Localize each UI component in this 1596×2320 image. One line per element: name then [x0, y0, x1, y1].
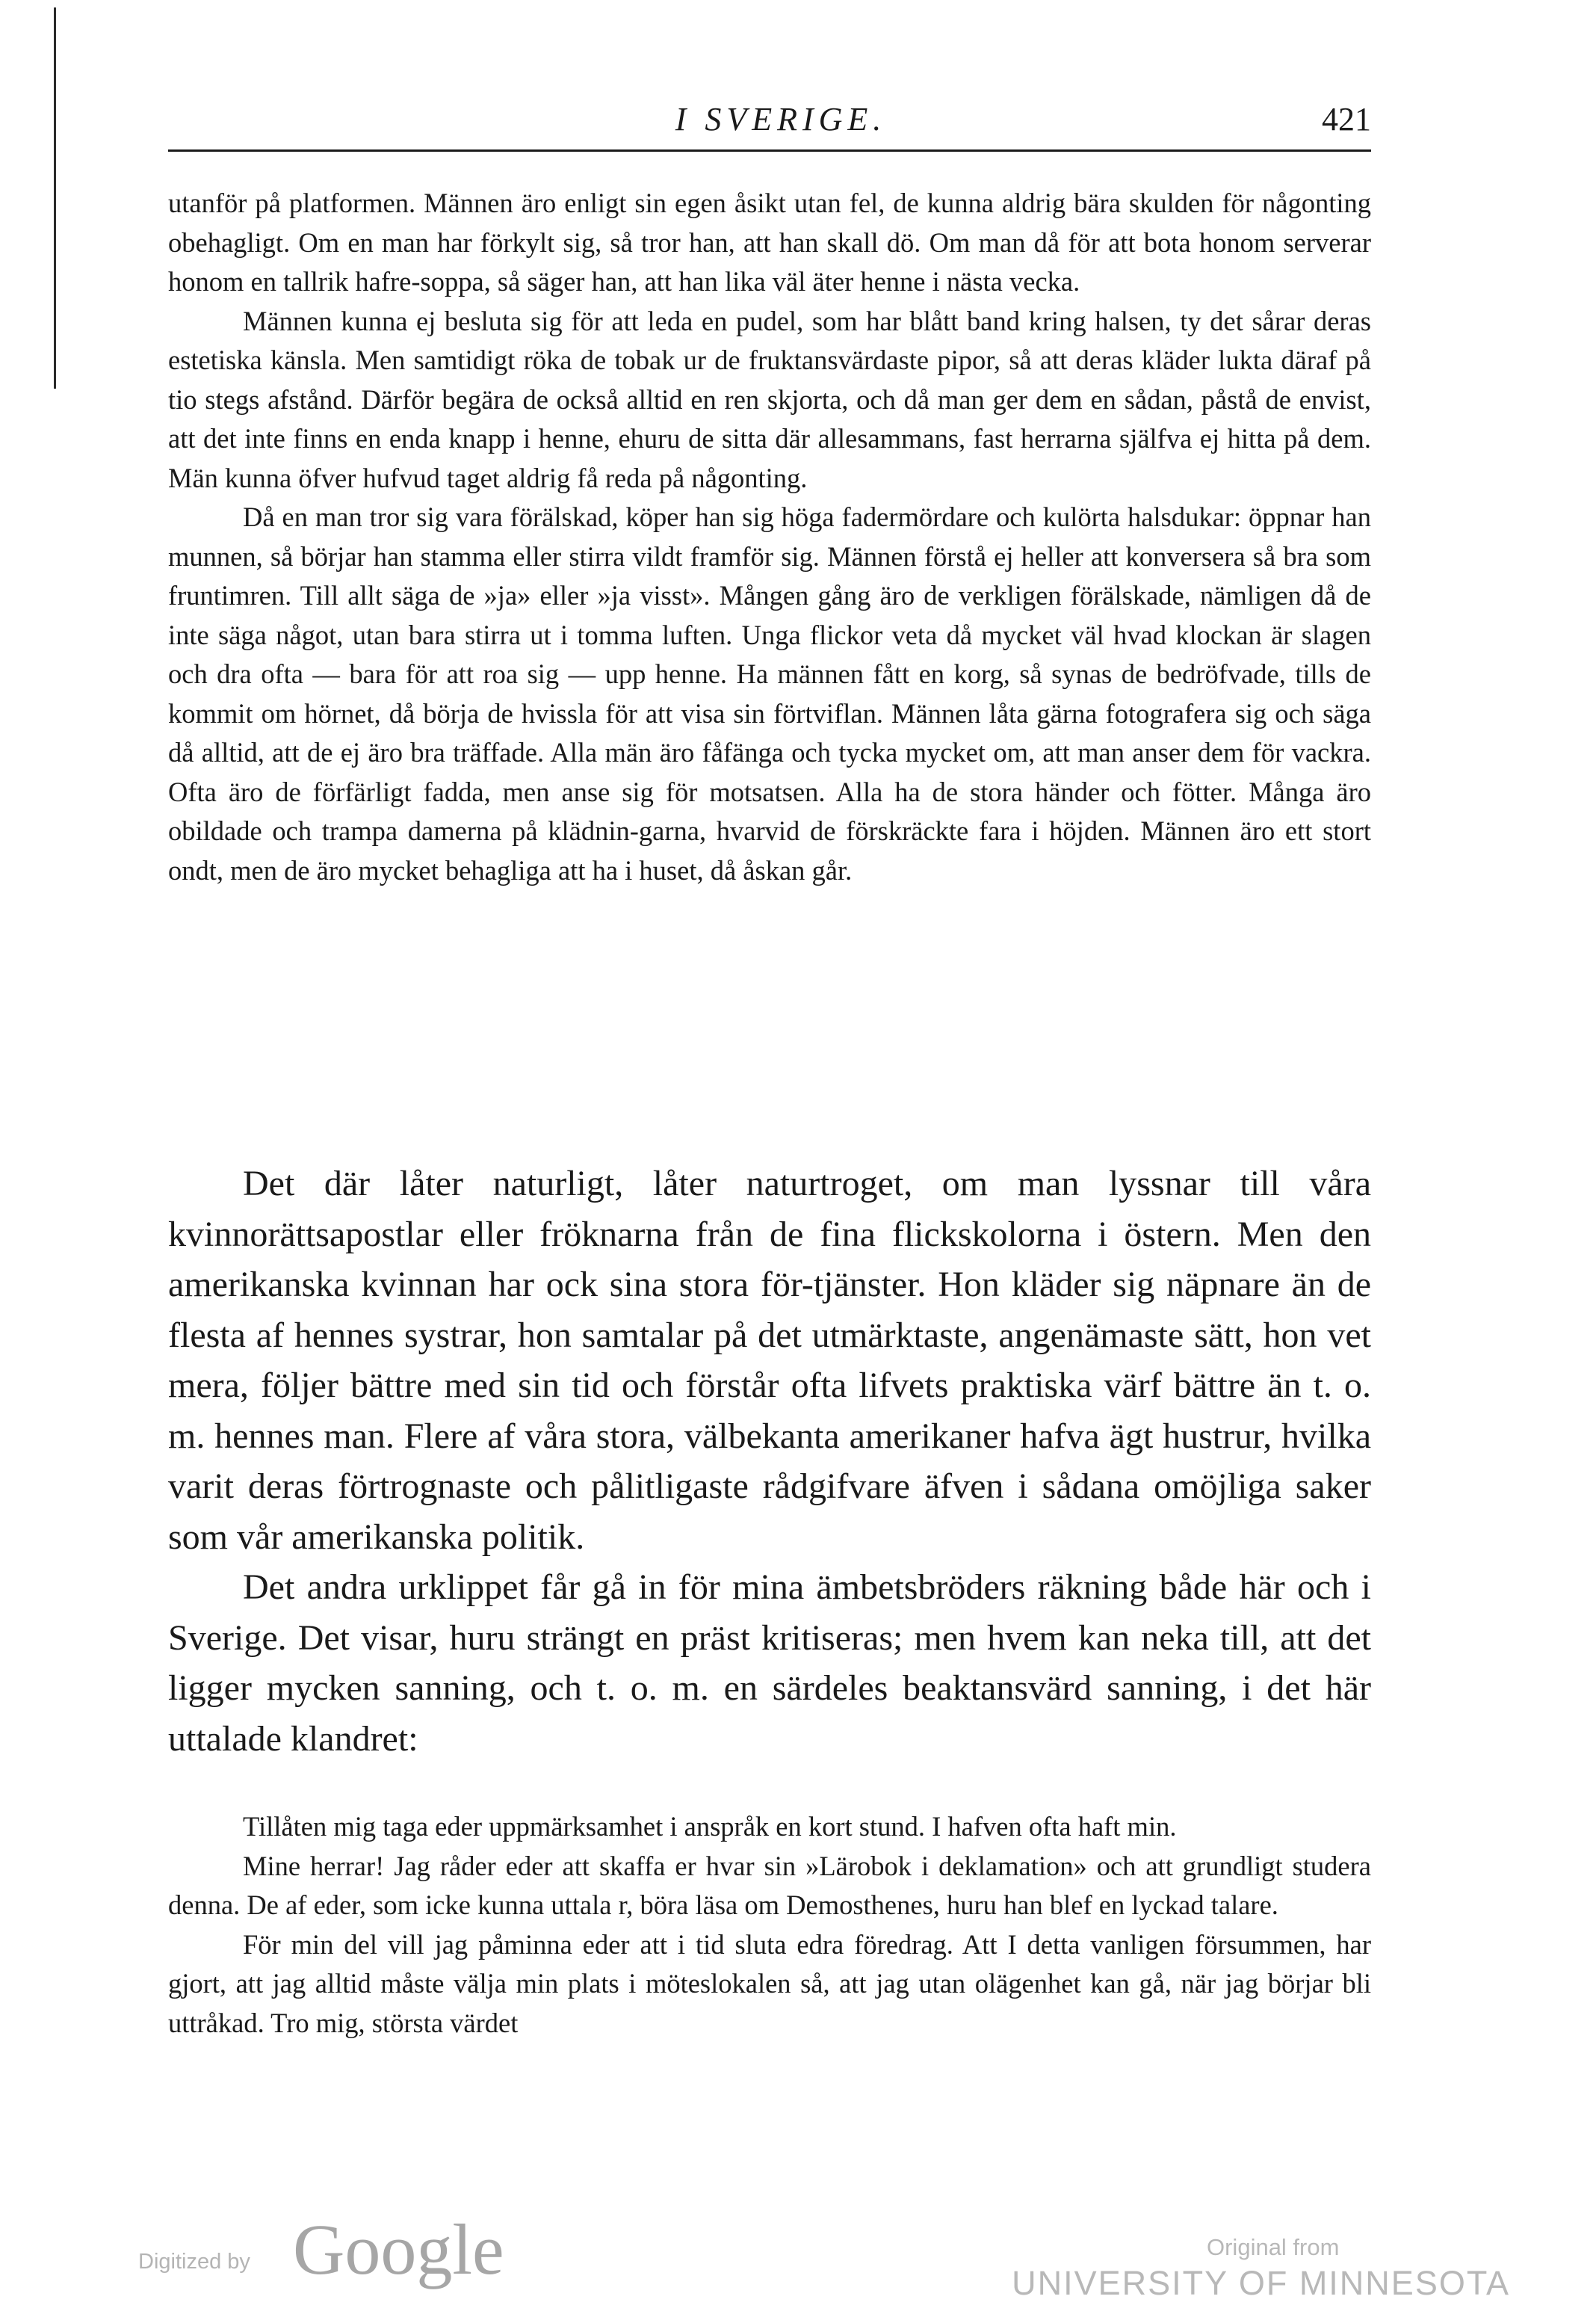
digitization-footer	[0, 2209, 1596, 2313]
paragraph: utanför på platformen. Männen äro enligt sin egen åsikt utan fel, de kunna aldrig bära skulden för någonting obehagligt. Om en man har förkylt sig, så tror han, att han skall dö. Om man då för att bota honom serverar honom en tallrik hafre-soppa, så säger han, att han lika väl äter henne i nästa vecka.	[168, 188, 1371, 297]
running-title: I SVERIGE.	[675, 101, 887, 138]
text-block-large	[168, 1159, 1371, 1764]
paragraph: Tillåten mig taga eder uppmärksamhet i anspråk en kort stund. I hafven ofta haft min.	[243, 1811, 1177, 1842]
page-header	[168, 97, 1371, 152]
scan-edge-line	[54, 7, 56, 389]
institution-name: UNIVERSITY OF MINNESOTA	[1012, 2264, 1510, 2302]
page-number: 421	[1322, 101, 1371, 138]
paragraph: Då en man tror sig vara förälskad, köper han sig höga fadermördare och kulörta halsdukar: öppnar han munnen, så börjar han stamma eller stirra vildt framför sig. Männen förstå ej heller att konversera så bra som fruntimren. Till allt säga de »ja» eller »ja visst». Mången gång äro de verkligen förälskade, nämligen då de inte säga något, utan bara stirra ut i tomma luften. Unga flickor veta då mycket väl hvad klockan är slagen och dra ofta — bara för att roa sig — upp henne. Ha männen fått en korg, så synas de bedröfvade, tills de kommit om hörnet, då börja de hvissla för att visa sin förtviflan. Männen låta gärna fotografera sig och säga då alltid, att de ej äro bra träffade. Alla män äro fåfänga och tycka mycket om, att man anser dem för vackra. Ofta äro de förfärligt fadda, men anse sig för motsatsen. Alla ha de stora händer och fötter. Många äro obildade och trampa damerna på klädnin-garna, hvarvid de förskräckte fara i höjden. Männen äro ett stort ondt, men de äro mycket behagliga att ha i huset, då åskan går.	[168, 502, 1371, 886]
paragraph: Mine herrar! Jag råder eder att skaffa er hvar sin »Lärobok i deklamation» och att grundligt studera denna. De af eder, som icke kunna uttala r, böra läsa om Demosthenes, huru han blef en lyckad talare.	[168, 1850, 1371, 1920]
digitized-by-label: Digitized by	[138, 2250, 250, 2274]
text-block-small-2	[168, 1807, 1371, 2043]
paragraph: Det där låter naturligt, låter naturtroget, om man lyssnar till våra kvinnorättsapostlar eller fröknarna från de fina flickskolorna i östern. Men den amerikanska kvinnan har ock sina stora för-tjänster. Hon kläder sig näpnare än de flesta af hennes systrar, hon samtalar på det utmärktaste, angenämaste sätt, hon vet mera, följer bättre med sin tid och förstår ofta lifvets praktiska värf bättre än t. o. m. hennes man. Flere af våra stora, välbekanta amerikaner hafva ägt hustrur, hvilka varit deras förtrognaste och pålitligaste rådgifvare äfven i sådana omöjliga saker som vår amerikanska politik.	[168, 1164, 1371, 1557]
paragraph: För min del vill jag påminna eder att i tid sluta edra föredrag. Att I detta vanligen försummen, har gjort, att jag alltid måste välja min plats i möteslokalen så, att jag utan olägenhet kan gå, när jag börjar bli uttråkad. Tro mig, största värdet	[168, 1928, 1371, 2038]
text-block-small-1	[168, 184, 1371, 890]
paragraph: Det andra urklippet får gå in för mina ämbetsbröders räkning både här och i Sverige. Det visar, huru strängt en präst kritiseras; men hvem kan neka till, att det ligger mycken sanning, och t. o. m. en särdeles beaktansvärd sanning, i det här uttalade klandret:	[168, 1567, 1371, 1759]
original-from-label: Original from	[1207, 2234, 1340, 2260]
google-logo: Google	[293, 2209, 504, 2289]
paragraph: Männen kunna ej besluta sig för att leda en pudel, som har blått band kring halsen, ty det sårar deras estetiska känsla. Men samtidigt röka de tobak ur de fruktansvärdaste pipor, så att deras kläder lukta däraf på tio stegs afstånd. Därför begära de också alltid en ren skjorta, och då man ger dem en sådan, påstå de envist, att det inte finns en enda knapp i henne, ehuru de sitta där allesammans, fast herrarna själfva ej hitta på dem. Män kunna öfver hufvud taget aldrig få reda på någonting.	[168, 305, 1371, 493]
